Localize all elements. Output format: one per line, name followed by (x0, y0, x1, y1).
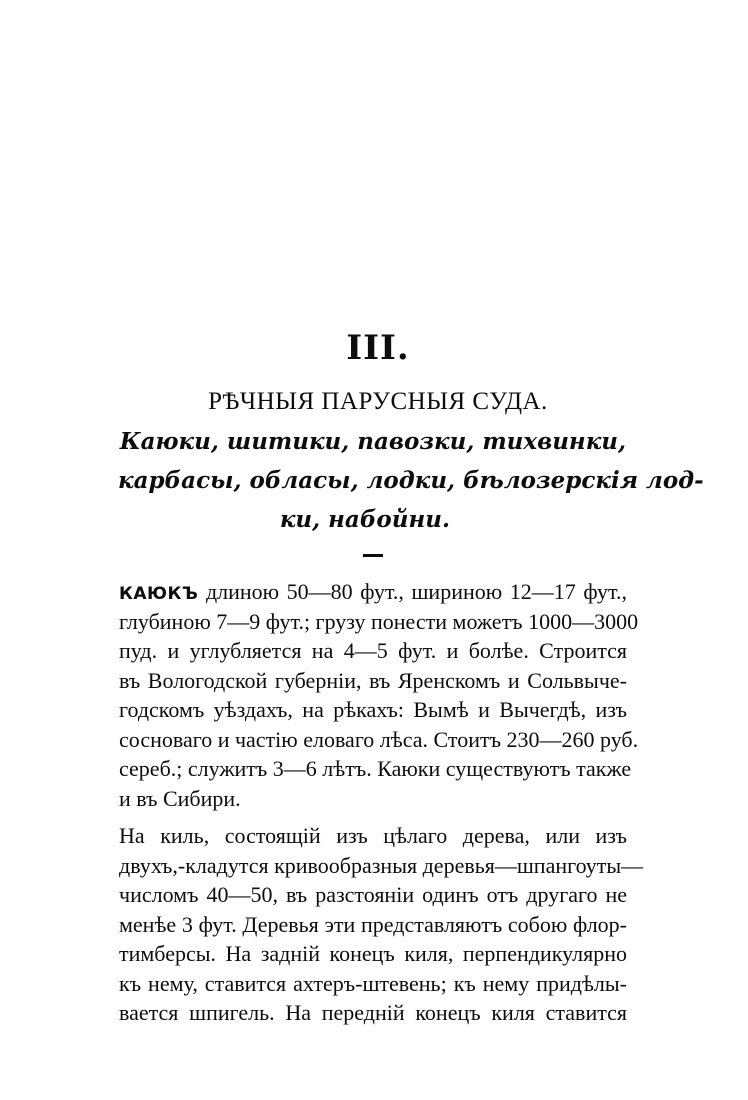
text-line: къ нему, ставится ахтеръ-штевень; къ нему придѣлы- (119, 970, 627, 996)
text-line: двухъ,-кладутся кривообразныя деревья—шпангоуты— (119, 852, 644, 878)
text-line: сереб.; служитъ 3—6 лѣтъ. Каюки существуютъ также (119, 756, 632, 781)
text-line: и въ Сибири. (119, 785, 241, 811)
subtitle-line: карбасы, обласы, лодки, бѣлозерскія лод- (118, 467, 704, 494)
text-line: глубиною 7—9 фут.; грузу понести можетъ 1000—3000 (119, 608, 639, 634)
text-line: числомъ 40—50, въ разстояніи одинъ отъ другаго не (119, 882, 627, 907)
paragraph-gap (119, 813, 627, 821)
text-line: сосноваго и частію еловаго лѣса. Стоитъ 230—260 руб. (119, 726, 639, 752)
text-line: вается шпигель. На передній конецъ киля ставится (119, 1000, 627, 1025)
body-text (119, 577, 644, 1028)
chapter-title: РѢЧНЫЯ ПАРУСНЫЯ СУДА. (208, 388, 548, 415)
text-line: годскомъ уѣздахъ, на рѣкахъ: Вымѣ и Вычегдѣ, изъ (119, 697, 627, 722)
text-line: пуд. и углубляется на 4—5 фут. и болѣе. Строится (119, 638, 627, 663)
text-fragment: длиною 50—80 фут., шириною 12—17 фут., (205, 579, 628, 604)
chapter-number: III. (346, 328, 410, 368)
chapter-subtitle (118, 422, 704, 539)
text-line: тимберсы. На задній конецъ киля, перпендикулярно (119, 941, 627, 966)
lead-word: КАЮКЪ (119, 584, 199, 604)
section-separator (363, 554, 383, 557)
text-line: въ Вологодской губерніи, въ Яренскомъ и Сольвыче- (119, 667, 627, 693)
subtitle-line: Каюки, шитики, павозки, тихвинки, (119, 428, 626, 455)
text-line: На киль, состоящій изъ цѣлаго дерева, или изъ (119, 823, 627, 848)
subtitle-line: ки, набойни. (279, 506, 450, 533)
text-line (119, 577, 627, 607)
text-line: менѣе 3 фут. Деревья эти представляютъ собою флор- (119, 911, 627, 937)
